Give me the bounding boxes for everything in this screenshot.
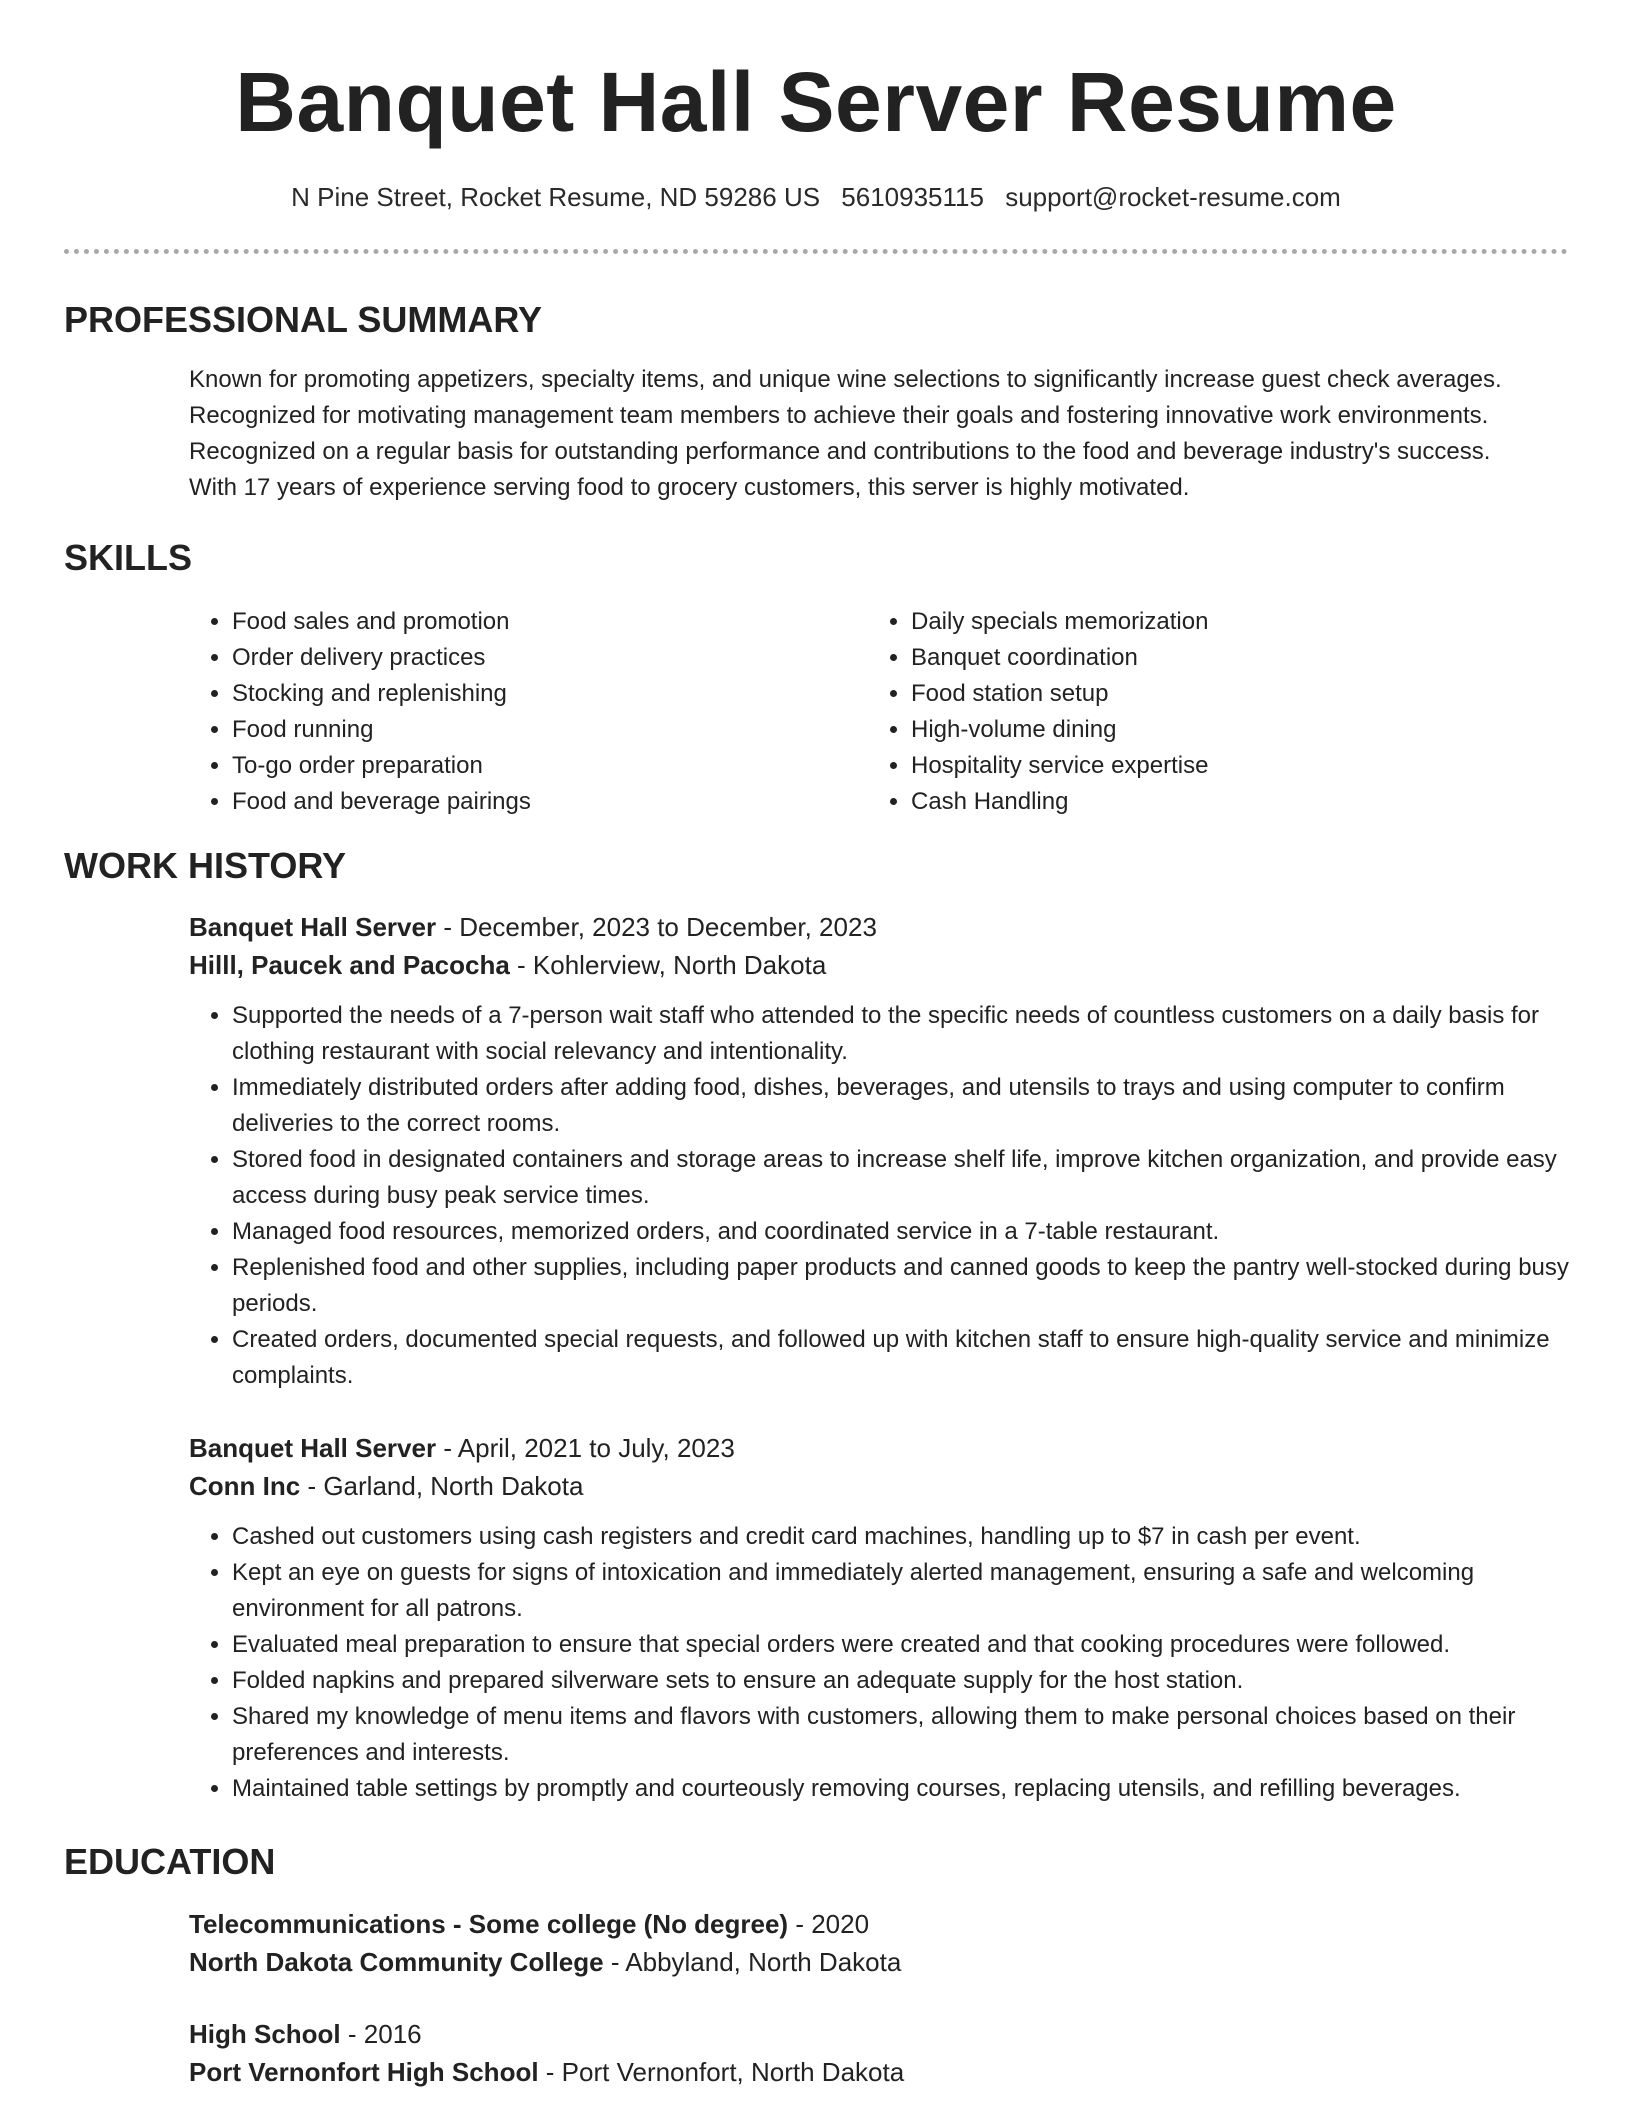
section-title-education: EDUCATION bbox=[64, 1841, 276, 1882]
contact-phone: 5610935115 bbox=[841, 182, 984, 212]
job-bullet: • Cashed out customers using cash registers and credit card machines, handling up to $7 in cash per event. bbox=[232, 1519, 1569, 1555]
skills-list bbox=[189, 604, 1569, 824]
job-entry bbox=[189, 908, 1569, 1394]
section-title-skills: SKILLS bbox=[64, 537, 193, 578]
education-entry bbox=[189, 1905, 1569, 1981]
job-role: Banquet Hall Server bbox=[189, 912, 437, 942]
skill-item: • Food sales and promotion bbox=[232, 604, 531, 640]
job-bullet: • Folded napkins and prepared silverware sets to ensure an adequate supply for the host station. bbox=[232, 1663, 1569, 1699]
job-location: - Garland, North Dakota bbox=[300, 1471, 584, 1501]
section-title-summary: PROFESSIONAL SUMMARY bbox=[64, 299, 543, 340]
summary-line: Recognized for motivating management team members to achieve their goals and fostering innovative work environments. bbox=[189, 402, 1489, 429]
education-year: - 2016 bbox=[340, 2019, 422, 2049]
job-bullet: • Managed food resources, memorized orders, and coordinated service in a 7-table restaurant. bbox=[232, 1214, 1569, 1250]
skill-item: • Order delivery practices bbox=[232, 640, 531, 676]
header-divider bbox=[64, 249, 1568, 254]
job-role: Banquet Hall Server bbox=[189, 1433, 437, 1463]
education-entry bbox=[189, 2015, 1569, 2091]
skills-column-2 bbox=[868, 604, 1208, 820]
skill-item: • Food station setup bbox=[911, 676, 1208, 712]
skills-column-1 bbox=[189, 604, 531, 820]
resume-title: Banquet Hall Server Resume bbox=[235, 55, 1397, 149]
contact-email[interactable]: support@rocket-resume.com bbox=[1005, 182, 1341, 212]
skill-item: • To-go order preparation bbox=[232, 748, 531, 784]
skill-item: • Cash Handling bbox=[911, 784, 1208, 820]
skill-item: • Banquet coordination bbox=[911, 640, 1208, 676]
skill-item: • Daily specials memorization bbox=[911, 604, 1208, 640]
education-degree-line bbox=[189, 2015, 1569, 2053]
job-company: Conn Inc bbox=[189, 1471, 301, 1501]
skill-item: • Food running bbox=[232, 712, 531, 748]
job-title-line bbox=[189, 1429, 1569, 1467]
job-company-line bbox=[189, 946, 1569, 984]
skill-item: • Hospitality service expertise bbox=[911, 748, 1208, 784]
summary-line: Recognized on a regular basis for outstanding performance and contributions to the food and beverage industry's success. bbox=[189, 438, 1491, 465]
section-title-work-history: WORK HISTORY bbox=[64, 845, 347, 886]
job-bullet: • Shared my knowledge of menu items and flavors with customers, allowing them to make personal choices based on their preferences and interests. bbox=[232, 1699, 1569, 1771]
summary-line: Known for promoting appetizers, specialty items, and unique wine selections to significantly increase guest check averages. bbox=[189, 366, 1502, 393]
education-year: - 2020 bbox=[788, 1909, 870, 1939]
job-bullet: • Created orders, documented special requests, and followed up with kitchen staff to ensure high-quality service and minimize complaints. bbox=[232, 1322, 1569, 1394]
job-bullet: • Evaluated meal preparation to ensure that special orders were created and that cooking procedures were followed. bbox=[232, 1627, 1569, 1663]
job-bullets bbox=[189, 1519, 1569, 1807]
education-degree: Telecommunications - Some college (No degree) bbox=[189, 1909, 789, 1939]
job-title-line bbox=[189, 908, 1569, 946]
job-entry bbox=[189, 1429, 1569, 1807]
job-bullet: • Maintained table settings by promptly and courteously removing courses, replacing utensils, and refilling beverages. bbox=[232, 1771, 1569, 1807]
education-location: - Abbyland, North Dakota bbox=[603, 1947, 902, 1977]
skill-item: • Food and beverage pairings bbox=[232, 784, 531, 820]
education-degree-line bbox=[189, 1905, 1569, 1943]
education-school: Port Vernonfort High School bbox=[189, 2057, 539, 2087]
job-dates: - April, 2021 to July, 2023 bbox=[436, 1433, 735, 1463]
job-bullet: • Immediately distributed orders after adding food, dishes, beverages, and utensils to trays and using computer to confirm deliveries to the correct rooms. bbox=[232, 1070, 1569, 1142]
summary-text bbox=[189, 362, 1569, 506]
job-dates: - December, 2023 to December, 2023 bbox=[436, 912, 877, 942]
skill-item: • Stocking and replenishing bbox=[232, 676, 531, 712]
education-school: North Dakota Community College bbox=[189, 1947, 604, 1977]
job-company-line bbox=[189, 1467, 1569, 1505]
job-bullet: • Supported the needs of a 7-person wait staff who attended to the specific needs of countless customers on a daily basis for clothing restaurant with social relevancy and intentionality. bbox=[232, 998, 1569, 1070]
job-bullet: • Replenished food and other supplies, including paper products and canned goods to keep the pantry well-stocked during busy periods. bbox=[232, 1250, 1569, 1322]
job-bullet: • Kept an eye on guests for signs of intoxication and immediately alerted management, ensuring a safe and welcoming environment for all patrons. bbox=[232, 1555, 1569, 1627]
skill-item: • High-volume dining bbox=[911, 712, 1208, 748]
summary-line: With 17 years of experience serving food to grocery customers, this server is highly motivated. bbox=[189, 474, 1190, 501]
job-bullets bbox=[189, 998, 1569, 1394]
contact-address: N Pine Street, Rocket Resume, ND 59286 US bbox=[291, 182, 821, 212]
contact-line bbox=[0, 180, 1632, 214]
education-location: - Port Vernonfort, North Dakota bbox=[538, 2057, 905, 2087]
job-location: - Kohlerview, North Dakota bbox=[509, 950, 827, 980]
job-company: Hilll, Paucek and Pacocha bbox=[189, 950, 510, 980]
education-school-line bbox=[189, 2053, 1569, 2091]
education-degree: High School bbox=[189, 2019, 341, 2049]
education-school-line bbox=[189, 1943, 1569, 1981]
job-bullet: • Stored food in designated containers and storage areas to increase shelf life, improve kitchen organization, and provide easy access during busy peak service times. bbox=[232, 1142, 1569, 1214]
